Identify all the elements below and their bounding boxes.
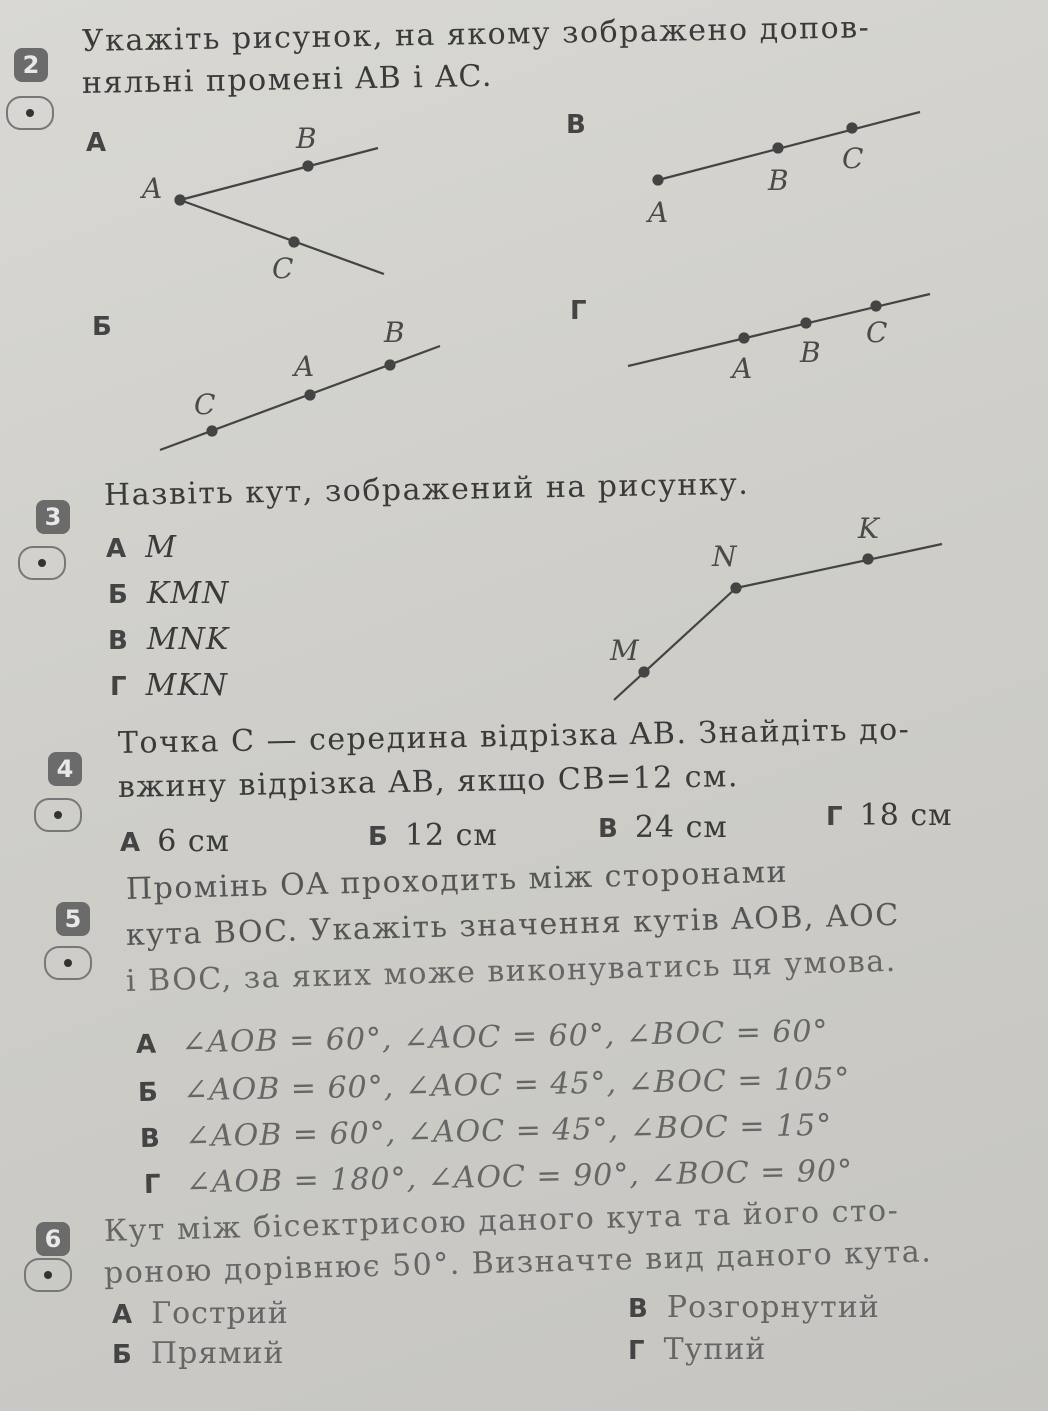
question-number-3: 3 xyxy=(36,500,70,534)
option-value: ∠AOB = 60°, ∠AOC = 60°, ∠BOC = 60° xyxy=(180,1013,829,1061)
option-letter: В xyxy=(628,1294,648,1324)
option-value: Розгорнутий xyxy=(666,1290,880,1325)
q6-option-a[interactable] xyxy=(112,1296,289,1331)
question-number-4: 4 xyxy=(48,752,82,786)
q3-option-a[interactable] xyxy=(106,530,177,565)
q2-figures xyxy=(0,0,1048,480)
q3-label-n: N xyxy=(712,540,737,573)
option-letter: В xyxy=(139,1123,161,1154)
point-c xyxy=(290,238,299,247)
question-number-5: 5 xyxy=(56,902,90,936)
q3-label-m: M xyxy=(610,634,639,667)
option-letter: А xyxy=(112,1300,133,1330)
q4-option-b[interactable] xyxy=(368,818,498,853)
q2v-label-a: A xyxy=(648,196,669,229)
option-value: ∠AOB = 60°, ∠AOC = 45°, ∠BOC = 105° xyxy=(182,1061,851,1109)
option-value: 6 см xyxy=(157,824,230,859)
q2-figure-g-label: Г xyxy=(570,296,587,326)
difficulty-badge-icon xyxy=(18,546,66,580)
q2b-label-a: A xyxy=(294,350,315,383)
q2v-label-c: C xyxy=(842,142,864,175)
point-b xyxy=(304,162,313,171)
option-letter: А xyxy=(120,828,141,858)
option-letter: В xyxy=(108,626,128,656)
option-value: 12 см xyxy=(404,818,498,853)
option-value: M xyxy=(145,530,177,565)
option-value: MKN xyxy=(145,668,229,703)
point-b xyxy=(802,319,811,328)
question-number-6: 6 xyxy=(36,1222,70,1256)
q2-text-line2: няльні промені AB і AC. xyxy=(81,58,494,101)
point-a xyxy=(306,391,315,400)
point-k xyxy=(864,555,873,564)
option-letter: Б xyxy=(368,822,388,852)
point-a xyxy=(740,334,749,343)
q2-figure-b-label: Б xyxy=(92,312,112,342)
difficulty-badge-icon xyxy=(34,798,82,832)
q5-option-v[interactable] xyxy=(140,1108,833,1155)
q5-text-line1: Промінь OA проходить між сторонами xyxy=(125,854,789,907)
q3-option-v[interactable] xyxy=(108,622,229,657)
option-letter: Г xyxy=(628,1336,645,1366)
point-c xyxy=(848,124,857,133)
point-n xyxy=(732,584,741,593)
option-value: MNK xyxy=(146,622,230,657)
q5-text-line2: кута BOC. Укажіть значення кутів AOB, AOC xyxy=(125,897,901,953)
q3-label-k: K xyxy=(858,512,879,545)
q4-text-line2: вжину відрізка AB, якщо CB=12 см. xyxy=(117,759,740,805)
option-letter: Б xyxy=(108,580,128,610)
point-m xyxy=(640,668,649,677)
q2b-label-b: B xyxy=(384,316,405,349)
difficulty-badge-icon xyxy=(24,1258,72,1292)
option-value: 18 см xyxy=(859,798,953,833)
option-letter: Г xyxy=(110,672,127,702)
q5-option-b[interactable] xyxy=(138,1062,851,1109)
q2a-label-b: B xyxy=(296,122,317,155)
q3-angle-figure xyxy=(580,500,980,720)
option-letter: Г xyxy=(826,802,843,832)
q2g-label-a: A xyxy=(732,352,753,385)
option-letter: А xyxy=(106,534,127,564)
q3-option-b[interactable] xyxy=(108,576,229,611)
difficulty-badge-icon xyxy=(44,946,92,980)
option-letter: Г xyxy=(143,1169,161,1200)
option-letter: Б xyxy=(137,1077,159,1108)
q3-option-g[interactable] xyxy=(110,668,228,703)
option-value: KMN xyxy=(146,576,230,611)
q5-text-line3: і BOC, за яких може виконуватись ця умова. xyxy=(125,943,898,999)
point-c xyxy=(872,302,881,311)
option-letter: В xyxy=(598,814,618,844)
q2-text-line1: Укажіть рисунок, на якому зображено допов- xyxy=(81,10,871,59)
q2g-label-b: B xyxy=(800,336,821,369)
q5-option-a[interactable] xyxy=(136,1014,829,1061)
option-value: 24 см xyxy=(634,810,728,845)
q2g-label-c: C xyxy=(866,316,888,349)
q6-text-line1: Кут між бісектрисою даного кута та його сто- xyxy=(103,1193,900,1249)
point-a xyxy=(176,196,185,205)
q2-figure-a-label: А xyxy=(86,128,107,158)
q6-option-g[interactable] xyxy=(628,1332,766,1367)
option-value: Прямий xyxy=(150,1336,285,1371)
option-value: Гострий xyxy=(151,1296,289,1331)
q4-option-g[interactable] xyxy=(826,798,953,833)
q2b-label-c: C xyxy=(194,388,216,421)
q4-option-v[interactable] xyxy=(598,810,728,845)
point-a xyxy=(654,176,663,185)
option-letter: Б xyxy=(112,1340,132,1370)
q4-text-line1: Точка C — середина відрізка AB. Знайдіть до- xyxy=(117,712,911,761)
q2a-label-c: C xyxy=(272,252,294,285)
q2a-label-a: A xyxy=(142,172,163,205)
q6-option-b[interactable] xyxy=(112,1336,285,1371)
q3-text: Назвіть кут, зображений на рисунку. xyxy=(103,466,750,513)
q4-option-a[interactable] xyxy=(120,824,230,859)
option-letter: А xyxy=(135,1029,157,1060)
q2-figure-v-label: В xyxy=(566,110,586,140)
q6-text-line2: роною дорівнює 50°. Визначте вид даного кута. xyxy=(103,1234,933,1291)
q6-option-v[interactable] xyxy=(628,1290,880,1325)
question-number-2: 2 xyxy=(14,48,48,82)
point-c xyxy=(208,427,217,436)
option-value: ∠AOB = 60°, ∠AOC = 45°, ∠BOC = 15° xyxy=(184,1107,833,1155)
option-value: Тупий xyxy=(663,1332,767,1367)
point-b xyxy=(774,144,783,153)
q2v-label-b: B xyxy=(768,164,789,197)
point-b xyxy=(386,361,395,370)
q5-option-g[interactable] xyxy=(144,1154,854,1201)
option-value: ∠AOB = 180°, ∠AOC = 90°, ∠BOC = 90° xyxy=(185,1153,854,1201)
